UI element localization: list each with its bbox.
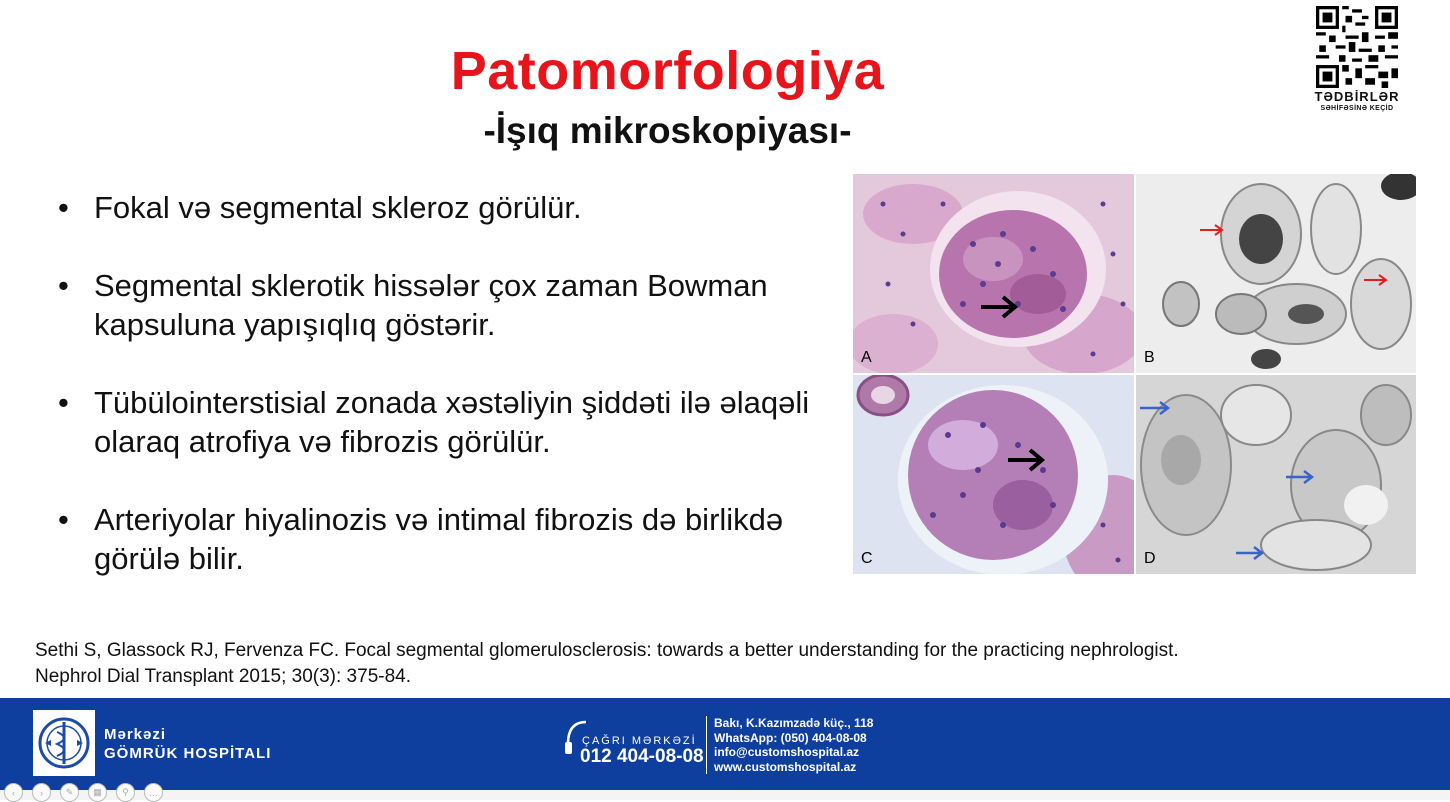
panel-label-b: B (1144, 349, 1155, 366)
hospital-logo (33, 710, 95, 776)
prev-icon[interactable]: ‹ (4, 783, 23, 802)
panel-label-d: D (1144, 550, 1156, 567)
reference-citation (35, 638, 1179, 690)
bullet-dot: • (58, 385, 69, 420)
bullet-dot: • (58, 190, 69, 225)
micrograph-a-image (853, 174, 1134, 373)
panel-label-c: C (861, 550, 873, 567)
call-center-number[interactable]: 012 404-08-08 (580, 746, 704, 767)
bullet-text: Fokal və segmental skleroz görülür. (94, 190, 582, 225)
micrograph-panel-c (853, 375, 1134, 574)
viewer-bottom-strip (0, 790, 1450, 800)
footer-divider (706, 716, 707, 774)
more-icon[interactable]: … (144, 783, 163, 802)
email-link[interactable]: info@customshospital.az (714, 745, 860, 759)
bullet-list (56, 188, 846, 617)
micrograph-b-image (1136, 174, 1416, 373)
micrograph-figure (853, 174, 1416, 574)
bullet-item (56, 266, 846, 344)
qr-code-icon[interactable] (1316, 6, 1398, 88)
qr-caption-title: TƏDBİRLƏR (1314, 89, 1400, 104)
viewer-controls (4, 783, 163, 802)
bullet-text: Segmental sklerotik hissələr çox zaman Bowman kapsuluna yapışıqlıq göstərir. (94, 268, 768, 342)
zoom-icon[interactable]: ⚲ (116, 783, 135, 802)
slide-subtitle: -İşıq mikroskopiyası- (483, 110, 852, 151)
brand-line-1: Mərkəzi (104, 726, 167, 743)
bullet-dot: • (58, 502, 69, 537)
next-icon[interactable]: › (32, 783, 51, 802)
website-link[interactable]: www.customshospital.az (714, 759, 857, 774)
bullet-text: Arteriyolar hiyalinozis və intimal fibrozis də birlikdə görülə bilir. (94, 502, 784, 576)
micrograph-panel-d (1136, 375, 1416, 574)
micrograph-panel-b (1136, 174, 1416, 373)
reference-line: Nephrol Dial Transplant 2015; 30(3): 375-84. (35, 666, 412, 687)
brand-line-2: GÖMRÜK HOSPİTALI (104, 745, 272, 762)
qr-block[interactable] (1312, 6, 1402, 112)
pen-icon[interactable]: ✎ (60, 783, 79, 802)
micrograph-panel-a (853, 174, 1134, 373)
slide-title: Patomorfologiya (450, 41, 885, 101)
bullet-text: Tübülointerstisial zonada xəstəliyin şiddəti ilə əlaqəli olaraq atrofiya və fibrozis görülür. (94, 385, 810, 459)
contact-info (714, 716, 873, 774)
micrograph-d-image (1136, 375, 1416, 574)
footer-banner (0, 698, 1450, 790)
grid-icon[interactable]: ▦ (88, 783, 107, 802)
bullet-item (56, 383, 846, 461)
call-center-label: ÇAĞRI MƏRKƏZİ (582, 735, 697, 747)
bullet-item (56, 500, 846, 578)
panel-label-a: A (861, 349, 872, 366)
whatsapp-text[interactable]: WhatsApp: (050) 404-08-08 (714, 730, 867, 745)
qr-caption-subtitle: SƏHİFƏSİNƏ KEÇİD (1320, 105, 1394, 112)
bullet-dot: • (58, 268, 69, 303)
micrograph-c-image (853, 375, 1134, 574)
reference-line: Sethi S, Glassock RJ, Fervenza FC. Focal segmental glomerulosclerosis: towards a better understanding for the practicing nephrologist. (35, 640, 1179, 661)
bullet-item (56, 188, 846, 227)
hospital-emblem-icon (33, 710, 95, 776)
address-text: Bakı, K.Kazımzadə küç., 118 (714, 716, 874, 730)
